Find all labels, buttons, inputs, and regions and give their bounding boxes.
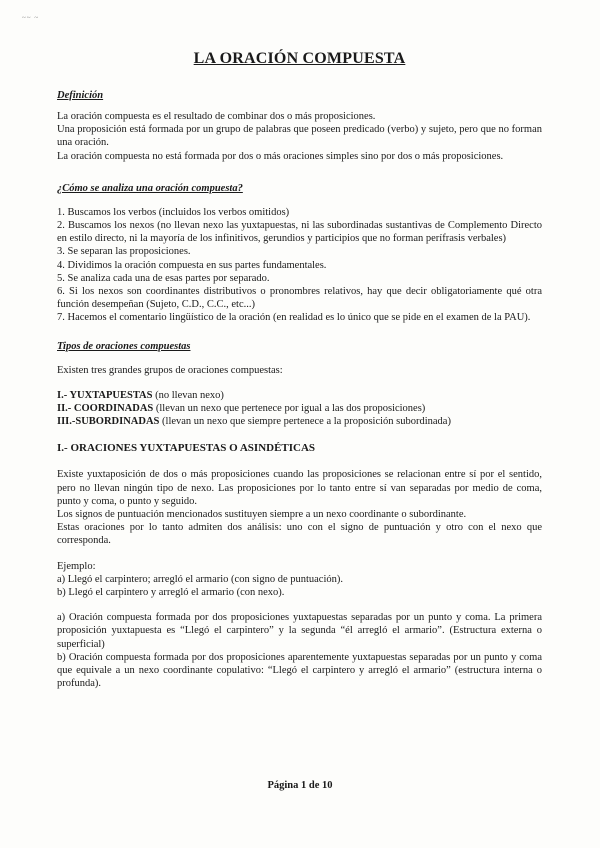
- analysis-step: 1. Buscamos los verbos (incluidos los verbos omitidos): [57, 206, 290, 218]
- group-desc: (no llevan nexo): [152, 389, 224, 401]
- group-name: II.- COORDINADAS: [57, 403, 154, 415]
- definition-paragraph: La oración compuesta es el resultado de combinar dos o más proposiciones.: [57, 111, 376, 122]
- definition-heading: Definición: [57, 90, 104, 101]
- definition-paragraph: La oración compuesta no está formada por dos o más oraciones simples sino por dos o más proposiciones.: [57, 150, 504, 162]
- analysis-step: 2. Buscamos los nexos (no llevan nexo las yuxtapuestas, ni las subordinadas sustantivas de Complemento Directo en estilo directo, ni la mayoría de los infinitivos, gerundios y participios que no forman perífrasis verbales): [57, 220, 542, 245]
- corner-mark: ~~ ~: [22, 14, 40, 22]
- document-content: [57, 50, 542, 691]
- yuxtapuestas-paragraph: Existe yuxtaposición de dos o más proposiciones cuando las proposiciones se relacionan entre sí por el sentido, pero no llevan ningún tipo de nexo. Las proposiciones por lo tanto entre sí van separadas por medio de coma, punto y coma, o punto y seguido.: [57, 469, 542, 507]
- yuxtapuestas-paragraph: Los signos de puntuación mencionados sustituyen siempre a un nexo coordinante o subordinante.: [57, 509, 467, 521]
- explanation-paragraph: a) Oración compuesta formada por dos proposiciones yuxtapuestas separadas por un punto y coma. La primera proposición yuxtapuesta es “Llegó el carpintero” y la segunda “él arregló el armario”. (Estructura externa o superficial): [57, 612, 542, 650]
- types-heading: Tipos de oraciones compuestas: [57, 340, 191, 352]
- yuxtapuestas-paragraph: Estas oraciones por lo tanto admiten dos análisis: uno con el signo de puntuación y otro con el nexo que corresponda.: [57, 522, 542, 547]
- types-section: [57, 341, 542, 429]
- explanation-paragraph: b) Oración compuesta formada por dos proposiciones aparentemente yuxtapuestas separadas por un punto y coma que equivale a un nexo coordinante copulativo: “Llegó el carpintero y arregló el armario” (estructura interna o profunda).: [57, 651, 542, 690]
- analysis-section: [57, 183, 542, 325]
- example-line: b) Llegó el carpintero y arregló el armario (con nexo).: [57, 587, 285, 599]
- group-coordinadas: [57, 402, 542, 415]
- group-name: I.- YUXTAPUESTAS: [57, 389, 153, 401]
- group-subordinadas: [57, 415, 542, 428]
- group-yuxtapuestas: [57, 389, 542, 402]
- yuxtapuestas-section: [57, 442, 542, 690]
- group-desc: (llevan un nexo que siempre pertenece a la proposición subordinada): [159, 416, 451, 428]
- page-title: LA ORACIÓN COMPUESTA: [193, 50, 406, 67]
- example-line: a) Llegó el carpintero; arregló el armario (con signo de puntuación).: [57, 573, 344, 585]
- analysis-step: 7. Hacemos el comentario lingüístico de la oración (en realidad es lo único que se pide en el examen de la PAU).: [57, 312, 531, 324]
- page-number: Página 1 de 10: [267, 780, 333, 791]
- analysis-step: 4. Dividimos la oración compuesta en sus partes fundamentales.: [57, 259, 327, 271]
- group-name: III.-SUBORDINADAS: [57, 416, 160, 428]
- yuxtapuestas-heading: I.- ORACIONES YUXTAPUESTAS O ASINDÉTICAS: [57, 442, 316, 455]
- analysis-step: 6. Si los nexos son coordinantes distributivos o pronombres relativos, hay que decir obligatoriamente qué otra función desempeñan (Sujeto, C.D., C.C., etc...): [57, 286, 542, 311]
- group-desc: (llevan un nexo que pertenece por igual a las dos proposiciones): [153, 403, 426, 415]
- example-label: Ejemplo:: [57, 560, 96, 572]
- analysis-heading: ¿Cómo se analiza una oración compuesta?: [57, 182, 243, 194]
- types-intro: Existen tres grandes grupos de oraciones compuestas:: [57, 364, 283, 376]
- definition-section: [57, 90, 542, 163]
- analysis-step: 3. Se separan las proposiciones.: [57, 246, 191, 258]
- definition-paragraph: Una proposición está formada por un grupo de palabras que poseen predicado (verbo) y sujeto, pero que no forman una oración.: [57, 124, 542, 149]
- analysis-step: 5. Se analiza cada una de esas partes por separado.: [57, 272, 270, 284]
